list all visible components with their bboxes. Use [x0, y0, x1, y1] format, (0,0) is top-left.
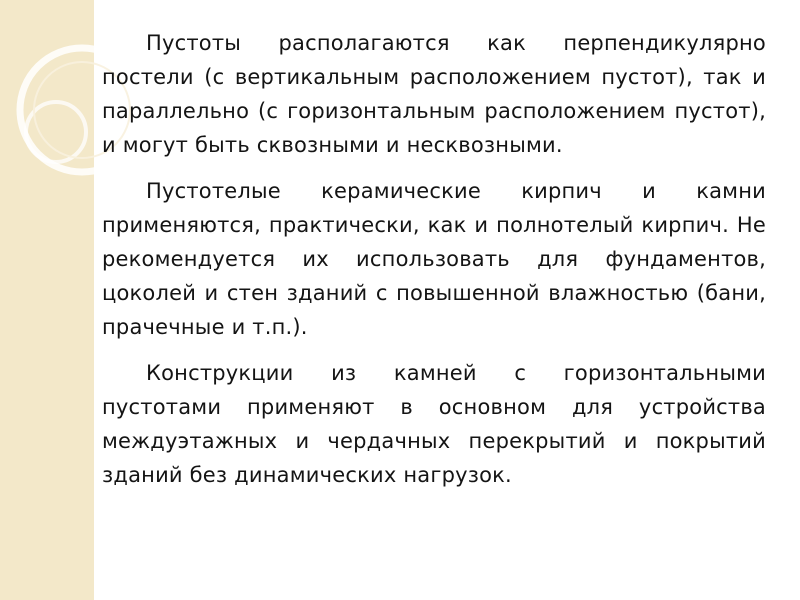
side-panel — [0, 0, 94, 600]
paragraph-voids: Пустоты располагаются как перпендикулярно постели (с вертикальным расположением пустот), так и параллельно (с горизонтальным расположением пустот), и могут быть сквозными и несквозными. — [102, 31, 766, 157]
paragraph-usage: Пустотелые керамические кирпич и камни применяются, практически, как и полнотелый кирпич. Не рекомендуется их использовать для фундаментов, цоколей и стен зданий с повышенной влажностью (бани, прачечные и т.п.). — [102, 179, 766, 339]
slide-content — [102, 26, 766, 504]
paragraph-constructions: Конструкции из камней с горизонтальными пустотами применяют в основном для устройства междуэтажных и чердачных перекрытий и покрытий зданий без динамических нагрузок. — [102, 361, 766, 487]
